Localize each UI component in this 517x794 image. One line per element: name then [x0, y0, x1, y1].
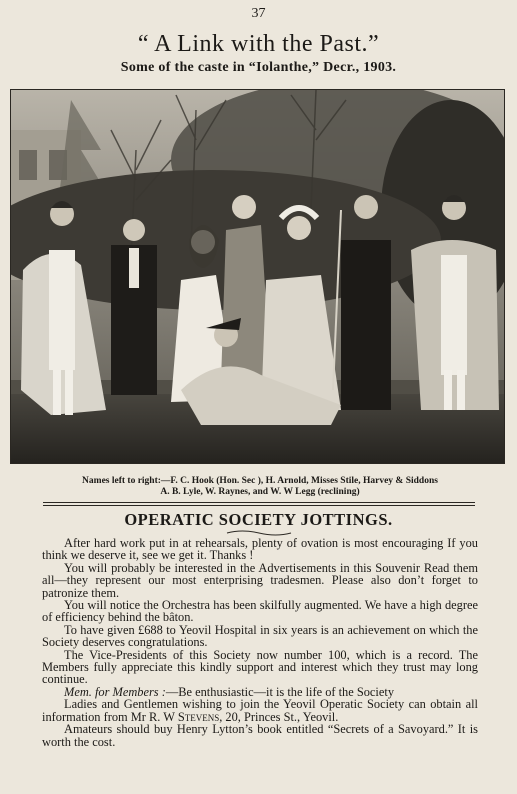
paragraph-join [42, 698, 478, 723]
photo-caption [30, 476, 490, 498]
page-title: “ A Link with the Past.” [137, 31, 380, 57]
caption-line-1: Names left to right:—F. C. Hook (Hon. Sec ), H. Arnold, Misses Stile, Harvey & Siddons [82, 476, 438, 486]
memo-text: —Be enthusiastic—it is the life of the Society [165, 684, 395, 699]
paragraph-ovation: After hard work put in at rehearsals, plenty of ovation is most encouraging If you think we deserve it, see we get it. Thanks ! [42, 536, 478, 563]
join-text-pre: Ladies and Gentlemen wishing to join the Yeovil Operatic Society can obtain all information from Mr R. W [42, 697, 478, 724]
paragraph-advertisements: You will probably be interested in the Advertisements in this Souvenir Read them all—they represent our most enterprising tradesmen. Please also don’t forget to patronize them. [42, 560, 478, 600]
paragraph-vice-presidents: The Vice-Presidents of this Society now number 100, which is a record. The Members fully appreciate this kindly support and interest which they trust may long continue. [42, 647, 478, 687]
paragraph-hospital: To have given £688 to Yeovil Hospital in six years is an achievement on which the Society deserves congratulations. [42, 622, 478, 650]
divider-top [43, 502, 475, 503]
page-number: 37 [251, 6, 266, 21]
section-title: OPERATIC SOCIETY JOTTINGS. [124, 510, 393, 529]
cast-photograph [10, 89, 505, 464]
join-name: Stevens [177, 709, 220, 724]
paragraph-lytton-book: Amateurs should buy Henry Lytton’s book entitled “Secrets of a Savoyard.” It is worth the cost. [42, 722, 478, 749]
paragraph-orchestra: You will notice the Orchestra has been skilfully augmented. We have a high degree of efficiency behind the bâton. [42, 598, 478, 625]
photo-subtitle: Some of the caste in “Iolanthe,” Decr., 1903. [120, 60, 397, 75]
memo-label: Mem. for Members : [64, 684, 166, 699]
jottings-body [42, 537, 478, 748]
caption-line-2: A. B. Lyle, W. Raynes, and W. W Legg (reclining) [160, 487, 360, 497]
join-text-post: , 20, Princes St., Yeovil. [219, 709, 339, 724]
divider-bottom [43, 505, 475, 506]
